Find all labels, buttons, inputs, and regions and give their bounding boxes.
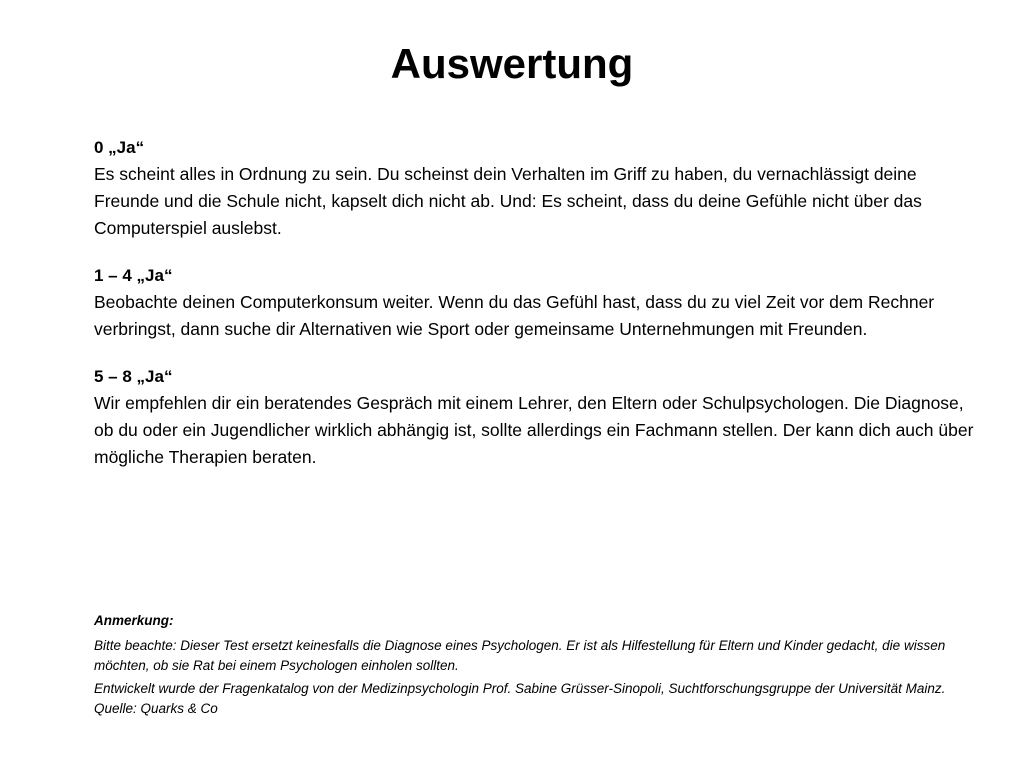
evaluation-section-1-4-ja <box>94 262 974 343</box>
remark-heading: Anmerkung: <box>94 613 174 628</box>
evaluation-section-5-8-ja <box>94 363 974 471</box>
evaluation-content <box>94 134 974 491</box>
remark-disclaimer: Bitte beachte: Dieser Test ersetzt keinesfalls die Diagnose eines Psychologen. Er ist als Hilfestellung für Eltern und Kinder gedacht, die wissen möchten, ob sie Rat bei einem Psychologen einholen sollten. <box>94 638 946 673</box>
section-text: Wir empfehlen dir ein beratendes Gespräch mit einem Lehrer, den Eltern oder Schulpsychologen. Die Diagnose, ob du oder ein Jugendlicher wirklich abhängig ist, sollte allerdings ein Fachmann stellen. Der kann dich auch über mögliche Therapien beraten. <box>94 393 974 467</box>
section-heading: 5 – 8 „Ja“ <box>94 367 173 386</box>
page-title: Auswertung <box>390 40 634 87</box>
section-heading: 1 – 4 „Ja“ <box>94 266 173 285</box>
evaluation-section-0-ja <box>94 134 974 242</box>
remark-block <box>94 611 974 722</box>
section-text: Beobachte deinen Computerkonsum weiter. Wenn du das Gefühl hast, dass du zu viel Zeit vor dem Rechner verbringst, dann suche dir Alternativen wie Sport oder gemeinsame Unternehmungen mit Freunden. <box>94 292 935 339</box>
section-heading: 0 „Ja“ <box>94 138 145 157</box>
section-text: Es scheint alles in Ordnung zu sein. Du scheinst dein Verhalten im Griff zu haben, du vernachlässigt deine Freunde und die Schule nicht, kapselt dich nicht ab. Und: Es scheint, dass du deine Gefühle nicht über das Computerspiel auslebst. <box>94 164 922 238</box>
remark-source: Entwickelt wurde der Fragenkatalog von der Medizinpsychologin Prof. Sabine Grüsser-Sinopoli, Suchtforschungsgruppe der Universität Mainz. Quelle: Quarks & Co <box>94 681 946 716</box>
